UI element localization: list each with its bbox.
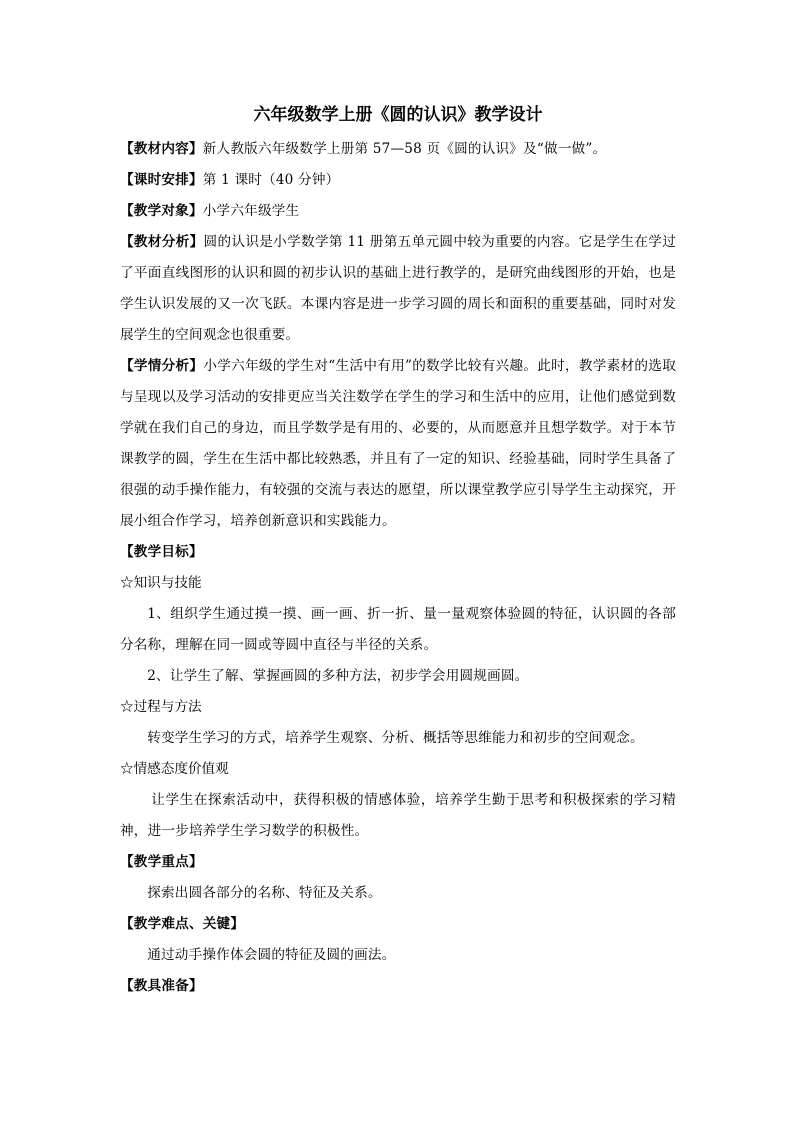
difficulty-label: 【教学难点、关键】: [120, 916, 245, 932]
analysis-paragraph: [120, 227, 676, 351]
schedule-text: 第 1 课时（40 分钟）: [202, 172, 340, 188]
process-heading: ☆过程与方法: [120, 699, 202, 715]
schedule-paragraph: [120, 165, 676, 196]
audience-paragraph: [120, 196, 676, 227]
knowledge-item-1: 1、组织学生通过摸一摸、画一画、折一折、量一量观察体验圆的特征，认识圆的各部分名称，理解在同一圆或等圆中直径与半径的关系。: [120, 606, 676, 653]
emotion-text: 让学生在探索活动中，获得积极的情感体验，培养学生勤于思考和积极探索的学习精神，进一步培养学生学习数学的积极性。: [120, 792, 676, 839]
audience-text: 小学六年级学生: [202, 203, 300, 219]
goals-label: 【教学目标】: [120, 544, 203, 560]
material-paragraph: [120, 134, 676, 165]
process-text: 转变学生学习的方式，培养学生观察、分析、概括等思维能力和初步的空间观念。: [147, 730, 644, 746]
focus-text: 探索出圆各部分的名称、特征及关系。: [147, 885, 382, 901]
students-label: 【学情分析】: [120, 358, 204, 374]
analysis-label: 【教材分析】: [120, 234, 204, 250]
tools-label: 【教具准备】: [120, 978, 203, 994]
students-text: 小学六年级的学生对“生活中有用”的数学比较有兴趣。此时，教学素材的选取与呈现以及学习活动的安排更应当关注数学在学生的学习和生活中的应用，让他们感觉到数学就在我们自己的身边，而且学数学是有用的、必要的，从而愿意并且想学数学。对于本节课教学的圆，学生在生活中都比较熟悉，并且有了一定的知识、经验基础，同时学生具备了很强的动手操作能力，有较强的交流与表达的愿望，所以课堂教学应引导学生主动探究，开展小组合作学习，培养创新意识和实践能力。: [120, 358, 676, 529]
analysis-text: 圆的认识是小学数学第 11 册第五单元圆中较为重要的内容。它是学生在学过了平面直线图形的认识和圆的初步认识的基础上进行教学的，是研究曲线图形的开始，也是学生认识发展的又一次飞跃。本课内容是进一步学习圆的周长和面积的重要基础，同时对发展学生的空间观念也很重要。: [120, 234, 676, 343]
audience-label: 【教学对象】: [120, 203, 203, 219]
difficulty-text: 通过动手操作体会圆的特征及圆的画法。: [147, 947, 396, 963]
material-label: 【教材内容】: [120, 141, 203, 157]
material-text: 新人教版六年级数学上册第 57—58 页《圆的认识》及“做一做”。: [202, 141, 607, 157]
knowledge-heading: ☆知识与技能: [120, 575, 202, 591]
document-page: [120, 102, 676, 1002]
focus-label: 【教学重点】: [120, 854, 203, 870]
emotion-heading: ☆情感态度价值观: [120, 761, 229, 777]
document-title: 六年级数学上册《圆的认识》教学设计: [253, 105, 543, 125]
students-paragraph: [120, 351, 676, 537]
knowledge-item-2: 2、让学生了解、掌握画圆的多种方法，初步学会用圆规画圆。: [147, 668, 529, 684]
schedule-label: 【课时安排】: [120, 172, 203, 188]
